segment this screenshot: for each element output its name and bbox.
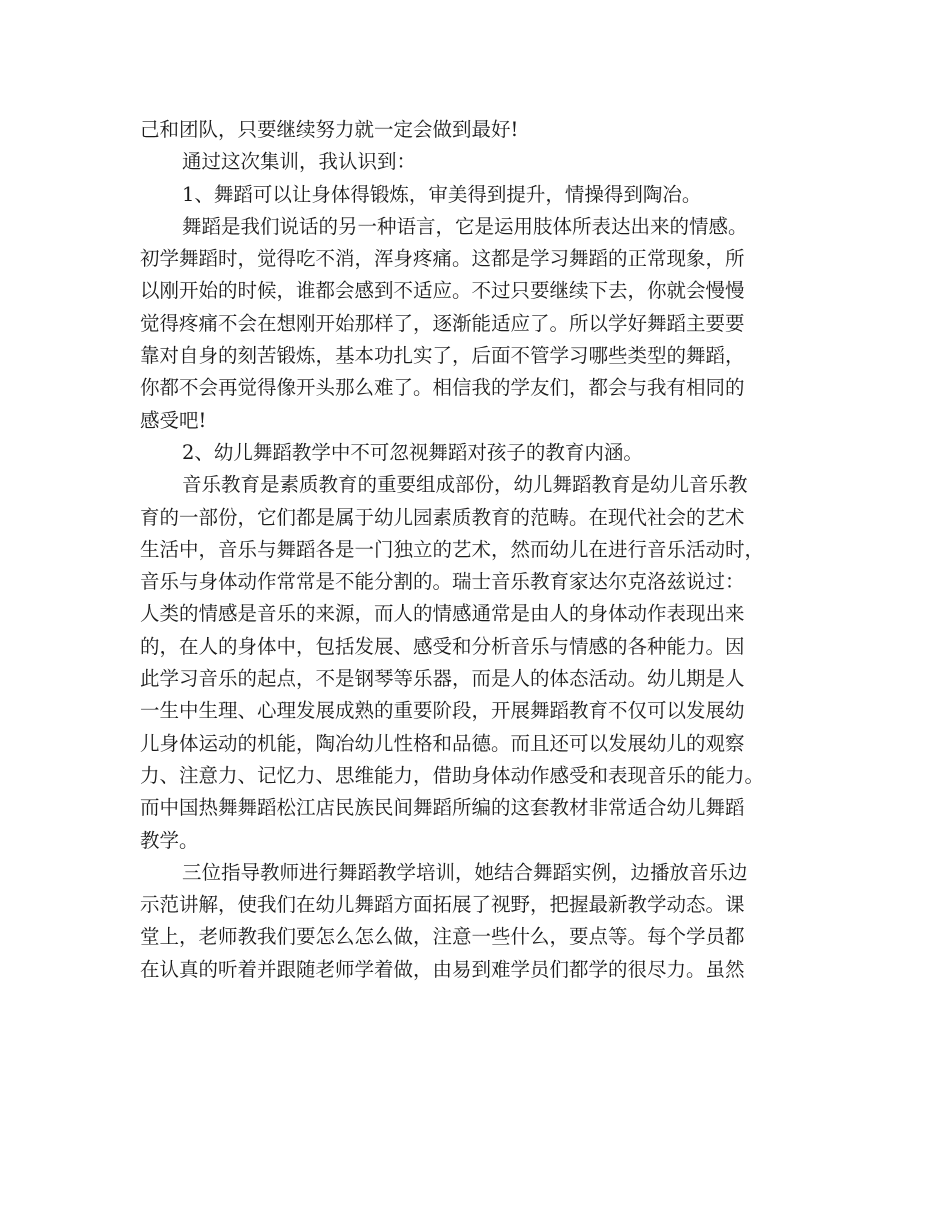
text-line: 示范讲解，使我们在幼儿舞蹈方面拓展了视野，把握最新教学动态。课 (140, 893, 745, 917)
text-line: 而中国热舞舞蹈松江店民族民间舞蹈所编的这套教材非常适合幼儿舞蹈 (140, 796, 745, 820)
text-line: 力、注意力、记忆力、思维能力，借助身体动作感受和表现音乐的能力。 (140, 763, 765, 787)
text-line: 堂上，老师教我们要怎么怎么做，注意一些什么，要点等。每个学员都 (140, 925, 745, 949)
text-line: 2、幼儿舞蹈教学中不可忽视舞蹈对孩子的教育内涵。 (182, 440, 643, 464)
text-line: 人类的情感是音乐的来源，而人的情感通常是由人的身体动作表现出来 (140, 602, 745, 626)
text-line: 育的一部份，它们都是属于幼儿园素质教育的范畴。在现代社会的艺术 (140, 505, 745, 529)
text-line: 觉得疼痛不会在想刚开始那样了，逐渐能适应了。所以学好舞蹈主要要 (140, 311, 745, 335)
text-line: 音乐教育是素质教育的重要组成部份，幼儿舞蹈教育是幼儿音乐教 (182, 473, 748, 497)
document-body (140, 114, 830, 986)
text-line: 生活中，音乐与舞蹈各是一门独立的艺术，然而幼儿在进行音乐活动时， (140, 537, 765, 561)
text-line: 1、舞蹈可以让身体得锻炼，审美得到提升，情操得到陶冶。 (182, 182, 702, 206)
text-line: 儿身体运动的机能，陶冶幼儿性格和品德。而且还可以发展幼儿的观察 (140, 731, 745, 755)
text-line: 通过这次集训，我认识到： (182, 150, 417, 174)
text-line: 音乐与身体动作常常是不能分割的。瑞士音乐教育家达尔克洛兹说过： (140, 570, 745, 594)
text-line: 一生中生理、心理发展成熟的重要阶段，开展舞蹈教育不仅可以发展幼 (140, 699, 745, 723)
text-line: 舞蹈是我们说话的另一种语言，它是运用肢体所表达出来的情感。 (182, 214, 748, 238)
text-line: 感受吧! (140, 408, 207, 432)
text-line: 初学舞蹈时，觉得吃不消，浑身疼痛。这都是学习舞蹈的正常现象，所 (140, 247, 745, 271)
text-line: 靠对自身的刻苦锻炼，基本功扎实了，后面不管学习哪些类型的舞蹈， (140, 344, 745, 368)
text-line: 三位指导教师进行舞蹈教学培训，她结合舞蹈实例，边播放音乐边 (182, 860, 748, 884)
text-line: 的，在人的身体中，包括发展、感受和分析音乐与情感的各种能力。因 (140, 634, 745, 658)
text-line: 你都不会再觉得像开头那么难了。相信我的学友们，都会与我有相同的 (140, 376, 745, 400)
text-line: 己和团队，只要继续努力就一定会做到最好! (140, 118, 519, 141)
text-line: 以刚开始的时候，谁都会感到不适应。不过只要继续下去，你就会慢慢 (140, 279, 745, 303)
text-line: 在认真的听着并跟随老师学着做，由易到难学员们都学的很尽力。虽然 (140, 957, 745, 981)
text-line: 此学习音乐的起点，不是钢琴等乐器，而是人的体态活动。幼儿期是人 (140, 667, 745, 691)
text-line: 教学。 (140, 828, 199, 852)
